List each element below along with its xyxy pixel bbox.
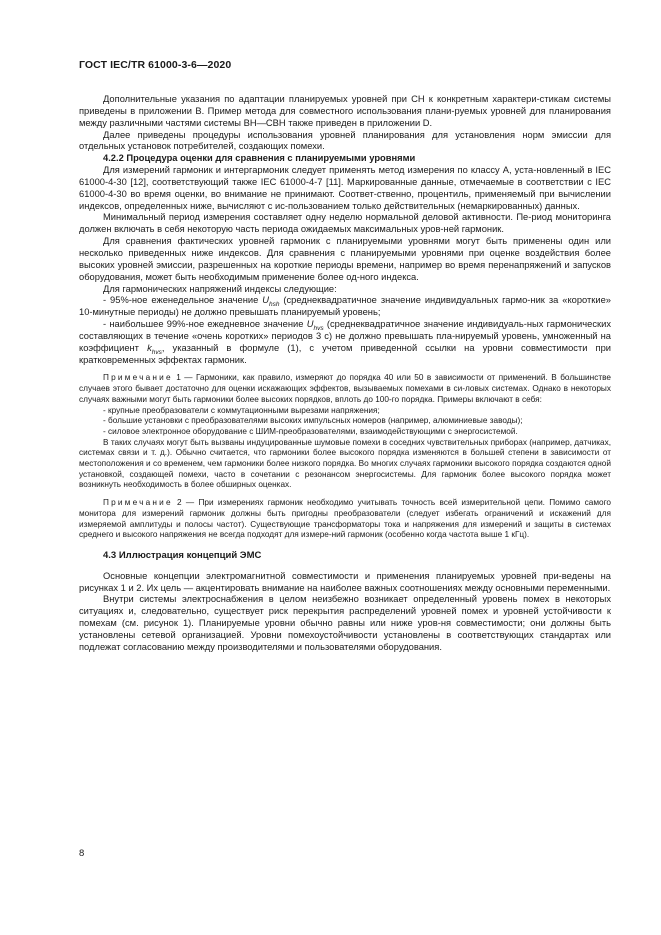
- note-1-text: Примечание 1 — Гармоники, как правило, измеряют до порядка 40 или 50 в зависимости от применений. В большинстве случаев этого бывает достаточно для оценки искажающих эффектов, вызываемых помехами в си-ловых системах. Однако в некоторых случаях важными могут быть гармоники более высоких порядков, вплоть до 100-го порядка. Примеры включают в себя:: [79, 373, 611, 404]
- note-2: [79, 498, 611, 541]
- paragraph-intro-1: Дополнительные указания по адаптации планируемых уровней при СН к конкретным характери-стикам системы приведены в приложении B. Пример метода для совместного использования плани-руемых уровней для планирования между различными частями системы ВН—СВН также приведен в приложении D.: [79, 94, 611, 128]
- paragraph-measurement-method: Для измерений гармоник и интергармоник следует применять метод измерения по классу А, уста-новленный в IEC 61000-4-30 [12], соответствующий также IEC 61000-4-7 [11]. Маркированные данные, отмечаемые в соответствии с IEC 61000-4-30 во время оценки, во внимание не принимают. Соответ-ственно, процентиль, применяемый при вычислении индексов, определенных ниже, вычисляют с ис-пользованием только действительных (немаркированных) данных.: [79, 165, 611, 211]
- paragraph-intro-2: Далее приведены процедуры использования уровней планирования для установления норм эмисcии для отдельных установок потребителей, создающих помехи.: [79, 129, 611, 152]
- document-header-title: ГОСТ IEC/TR 61000-3-6—2020: [79, 59, 232, 71]
- section-heading-4-2-2: 4.2.2 Процедура оценки для сравнения с планируемыми уровнями: [103, 153, 416, 164]
- bullet-daily-value: - наибольшее 99%-ное ежедневное значение $U_{hvs}$ (среднеквадратичное значение индивидуаль-ных гармонических составляющих в течение «очень коротких» периодов 3 с) не должно превышать пла-нируемый уровень, умноженный на коэффициент $k_{hvs}$, указанный в формуле (1), с учетом приведенной ссылки на уровни совместимости при кратковременных эффектах гармоник.: [79, 319, 612, 365]
- section-heading-4-3: 4.3 Иллюстрация концепций ЭМС: [103, 549, 262, 561]
- note-1-label: Примечание: [103, 373, 173, 383]
- paragraph-measurement-period: Минимальный период измерения составляет одну неделю нормальной деловой активности. Пе-риод мониторинга должен включать в себя некоторую часть периода ожидаемых максимальных уров-ней гармоник.: [79, 212, 611, 235]
- paragraph-voltage-indices: Для гармонических напряжений индексы следующие:: [103, 283, 337, 294]
- paragraph-indices-comparison: Для сравнения фактических уровней гармоник с планируемыми уровнями могут быть применены один или несколько приведенных ниже индексов. Для сравнения с планируемыми уровнями при оценке воздействия более высоких уровней эмиссии, разрешенных на короткие периоды времени, например во время перенапряжений и запусков оборудования, может быть необходимым применение более од-ного индекса.: [79, 236, 611, 282]
- note-2-label: Примечание: [103, 498, 173, 508]
- note-1-item: - силовое электронное оборудование с ШИМ-преобразователями, взаимодействующими с энергосистемой.: [103, 426, 518, 436]
- note-1-item: - большие установки с преобразователями высоких импульсных номеров (например, алюминиевые заводы);: [103, 416, 523, 426]
- note-2-text: Примечание 2 — При измерениях гармоник необходимо учитывать точность всей измерительной цепи. Помимо самого монитора для измерений гармоник должны быть пригодны преобразователи (следует избегать ограничений и искажений для измеряемой амплитуды и полосы частот). Существующие трансформаторы тока и напряжения для измерений и защиты в системах среднего и высокого напряжения не всегда подходят для измере-ний гармоник (особенно когда частота выше 1 кГц).: [79, 498, 611, 540]
- paragraph-emc-concepts: Основные концепции электромагнитной совместимости и применения планируемых уровней при-ведены на рисунках 1 и 2. Их цель — акцентировать внимание на наиболее важных соотношениях между основными переменными.: [79, 570, 611, 593]
- note-1-tail: В таких случаях могут быть вызваны индуцированные шумовые помехи в соседних чувствительных приборах (например, датчиках, системах связи и т. д.). Обычно считается, что гармоники более высокого порядка изменяются в большей степени в зависимости от местоположения и со временем, чем гармоники более низкого порядка. Во многих случаях гармоники высокого порядка создаются одной установкой, создающей помехи, часто в сочетании с резонансом энергосистемы. Для гармоник более высокого порядка может возникнуть необходимость в более обширных оценках.: [79, 437, 611, 490]
- note-1-item: - крупные преобразователи с коммутационными вырезами напряжения;: [103, 405, 380, 415]
- page-content: [79, 94, 611, 654]
- note-1: [79, 373, 611, 491]
- page-number: 8: [79, 848, 85, 859]
- paragraph-disturbance-levels: Внутри системы электроснабжения в целом неизбежно возникает определенный уровень помех в некоторых ситуациях и, следовательно, существует риск перекрытия распределений уровней помех и уровней устойчивости к помехам (см. рисунок 1). Планируемые уровни обычно равны или ниже уров-ня совместимости; они должны быть установлены сетевой организацией. Уровни помехоустойчивости установлены в соответствующих стандартах или подлежат согласованию между производителями и пользователями оборудования.: [79, 594, 611, 652]
- bullet-weekly-value: - 95%-ное еженедельное значение $U_{hsh}$ (среднеквадратичное значение индивидуальных гармо-ник за «короткие» 10-минутные периоды) не должно превышать планируемый уровень;: [79, 295, 611, 318]
